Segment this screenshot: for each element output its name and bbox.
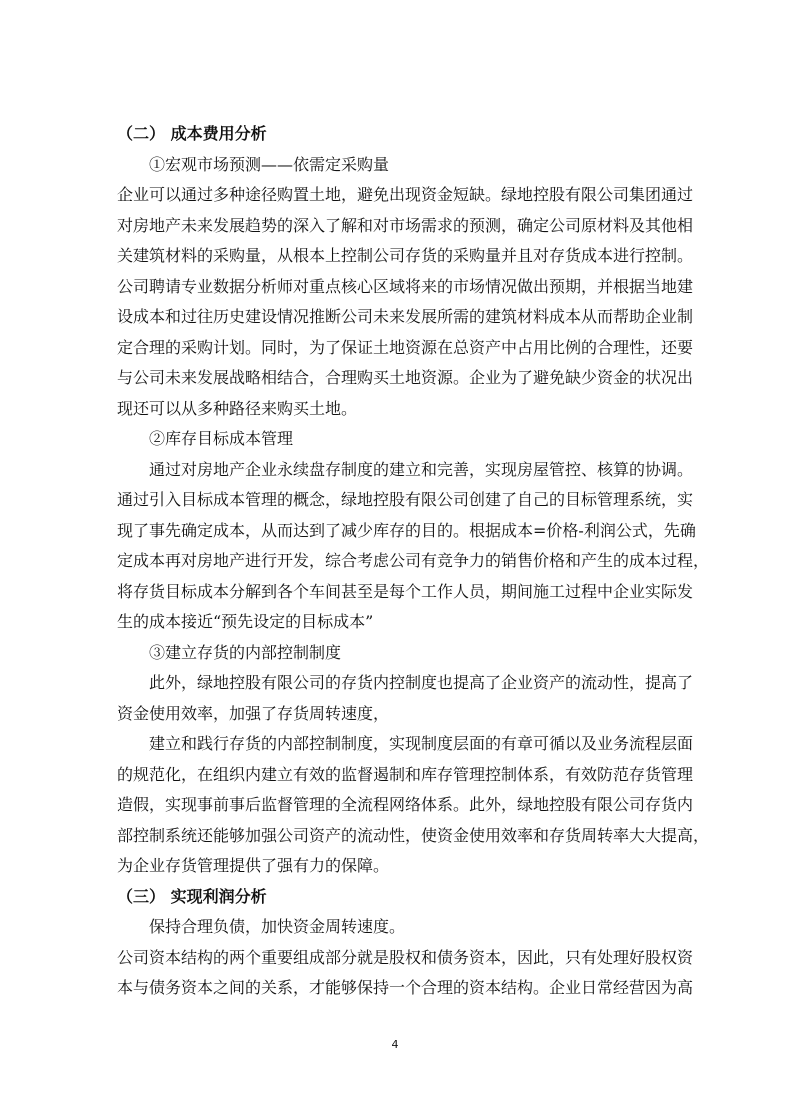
text-line: 的规范化，在组织内建立有效的监督遏制和库存管理控制体系，有效防范存货管理 [117,764,694,784]
section-heading: （二） 成本费用分析 [117,124,267,143]
text-line: ③建立存货的内部控制制度 [149,642,342,662]
text-line: 现还可以从多种路径来购买土地。 [117,398,358,418]
text-line: 将存货目标成本分解到各个车间甚至是每个工作人员，期间施工过程中企业实际发 [117,581,694,601]
text-line: 现了事先确定成本，从而达到了减少库存的目的。根据成本=价格-利润公式，先确 [117,520,696,540]
text-line: 造假，实现事前事后监督管理的全流程网络体系。此外，绿地控股有限公司存货内 [117,795,694,814]
text-line: 为企业存货管理提供了强有力的保障。 [117,856,390,875]
text-line: 公司聘请专业数据分析师对重点核心区域将来的市场情况做出预期，并根据当地建 [117,276,694,296]
text-line: 部控制系统还能够加强公司资产的流动性，使资金使用效率和存货周转率大大提高， [117,825,710,845]
text-line: 建立和践行存货的内部控制制度，实现制度层面的有章可循以及业务流程层面 [149,734,694,753]
text-line: 关建筑材料的采购量，从根本上控制公司存货的采购量并且对存货成本进行控制。 [117,246,694,265]
text-line: 资金使用效率，加强了存货周转速度， [117,703,390,723]
text-line: 公司资本结构的两个重要组成部分就是股权和债务资本，因此，只有处理好股权资 [117,947,694,967]
text-line: 此外，绿地控股有限公司的存货内控制度也提高了企业资产的流动性，提高了 [149,673,694,692]
page-number: 4 [391,1038,399,1051]
text-line: 与公司未来发展战略相结合，合理购买土地资源。企业为了避免缺少资金的状况出 [117,368,694,387]
text-line: ①宏观市场预测——依需定采购量 [149,154,390,174]
text-line: 对房地产未来发展趋势的深入了解和对市场需求的预测，确定公司原材料及其他相 [117,215,694,235]
text-line: 保持合理负债，加快资金周转速度。 [149,917,406,936]
text-line: 设成本和过往历史建设情况推断公司未来发展所需的建筑材料成本从而帮助企业制 [117,307,694,326]
text-line: 本与债务资本之间的关系，才能够保持一个合理的资本结构。企业日常经营因为高 [117,978,694,997]
text-line: 通过对房地产企业永续盘存制度的建立和完善，实现房屋管控、核算的协调。 [149,459,694,479]
text-line: 通过引入目标成本管理的概念，绿地控股有限公司创建了自己的目标管理系统，实 [117,490,694,509]
section-heading: （三） 实现利润分析 [117,886,267,906]
text-line: 企业可以通过多种途径购置土地，避免出现资金短缺。绿地控股有限公司集团通过 [117,185,694,204]
text-line: 生的成本接近“预先设定的目标成本” [117,612,374,631]
document-body [117,119,710,1004]
text-line: 定成本再对房地产进行开发，综合考虑公司有竞争力的销售价格和产生的成本过程， [117,551,710,570]
text-line: ②库存目标成本管理 [149,429,294,448]
text-line: 定合理的采购计划。同时，为了保证土地资源在总资产中占用比例的合理性，还要 [117,337,694,357]
